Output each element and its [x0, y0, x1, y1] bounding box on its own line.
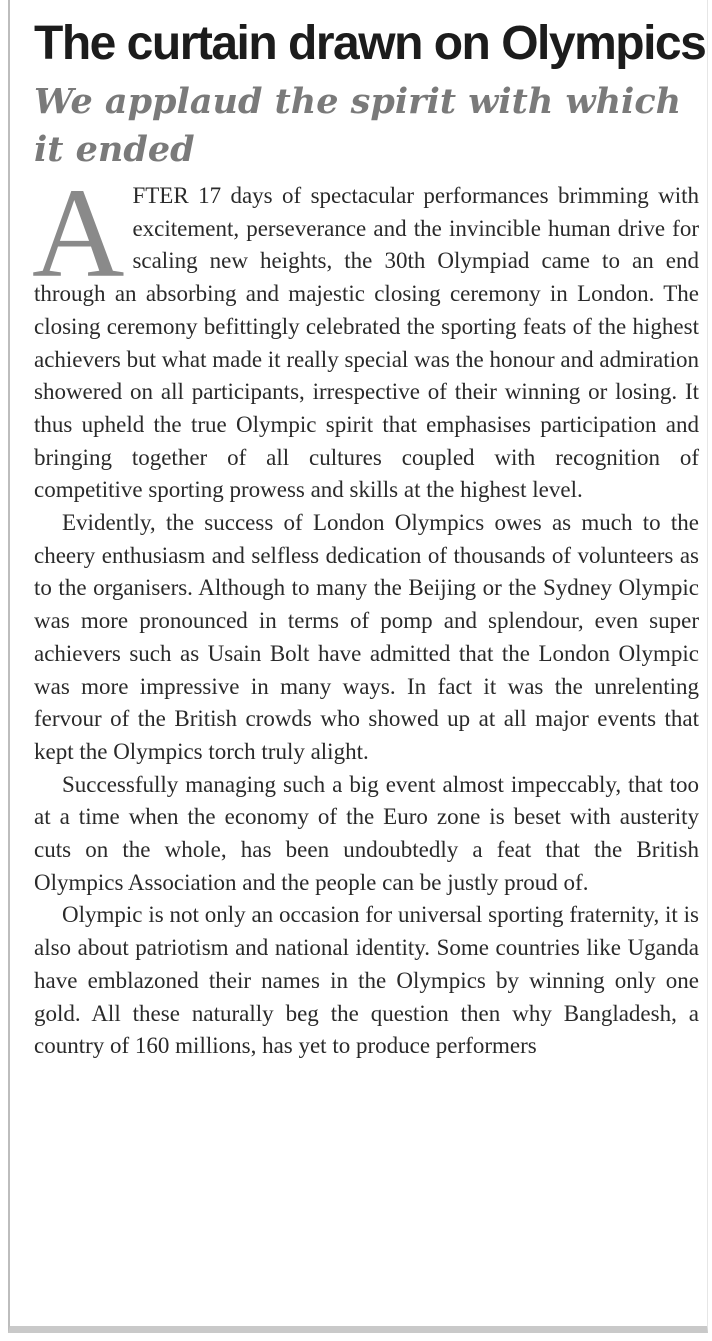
paragraph-3: Successfully managing such a big event almost impeccably, that too at a time when the economy of the Euro zone is beset with austerity cuts on the whole, has been undoubtedly a feat that the British Olympics Association and the people can be justly proud of.	[34, 771, 699, 895]
subheadline: We applaud the spirit with which it ended	[34, 81, 682, 170]
paragraph-4: Olympic is not only an occasion for universal sporting fraternity, it is also about patriotism and national identity. Some countries like Uganda have emblazoned their names in the Olympics by winning only one gold. All these naturally beg the question then why Bangladesh, a country of 160 millions, has yet to produce performers	[34, 902, 699, 1059]
article-body	[32, 162, 699, 1063]
paragraph-1-text: FTER 17 days of spectacular performances brimming with excitement, perseverance and the invincible human drive for scaling new heights, the 30th Olympiad came to an end through an absorbing and majestic closing ceremony in London. The closing ceremony befittingly celebrated the sporting feats of the highest achievers but what made it really special was the honour and admiration showered on all participants, irrespective of their winning or losing. It thus upheld the true Olympic spirit that emphasises participation and bringing together of all cultures coupled with recognition of competitive sporting prowess and skills at the highest level.	[34, 183, 699, 503]
article-clipping	[8, 0, 708, 1333]
drop-cap: A	[32, 162, 125, 304]
paragraph-2: Evidently, the success of London Olympics owes as much to the cheery enthusiasm and selfless dedication of thousands of volunteers as to the organisers. Although to many the Beijing or the Sydney Olympic was more pronounced in terms of pomp and splendour, even super achievers such as Usain Bolt have admitted that the London Olympic was more impressive in many ways. In fact it was the unrelenting fervour of the British crowds who showed up at all major events that kept the Olympics torch truly alight.	[34, 510, 699, 764]
headline: The curtain drawn on Olympics	[34, 17, 706, 70]
paragraph-1	[32, 162, 699, 507]
